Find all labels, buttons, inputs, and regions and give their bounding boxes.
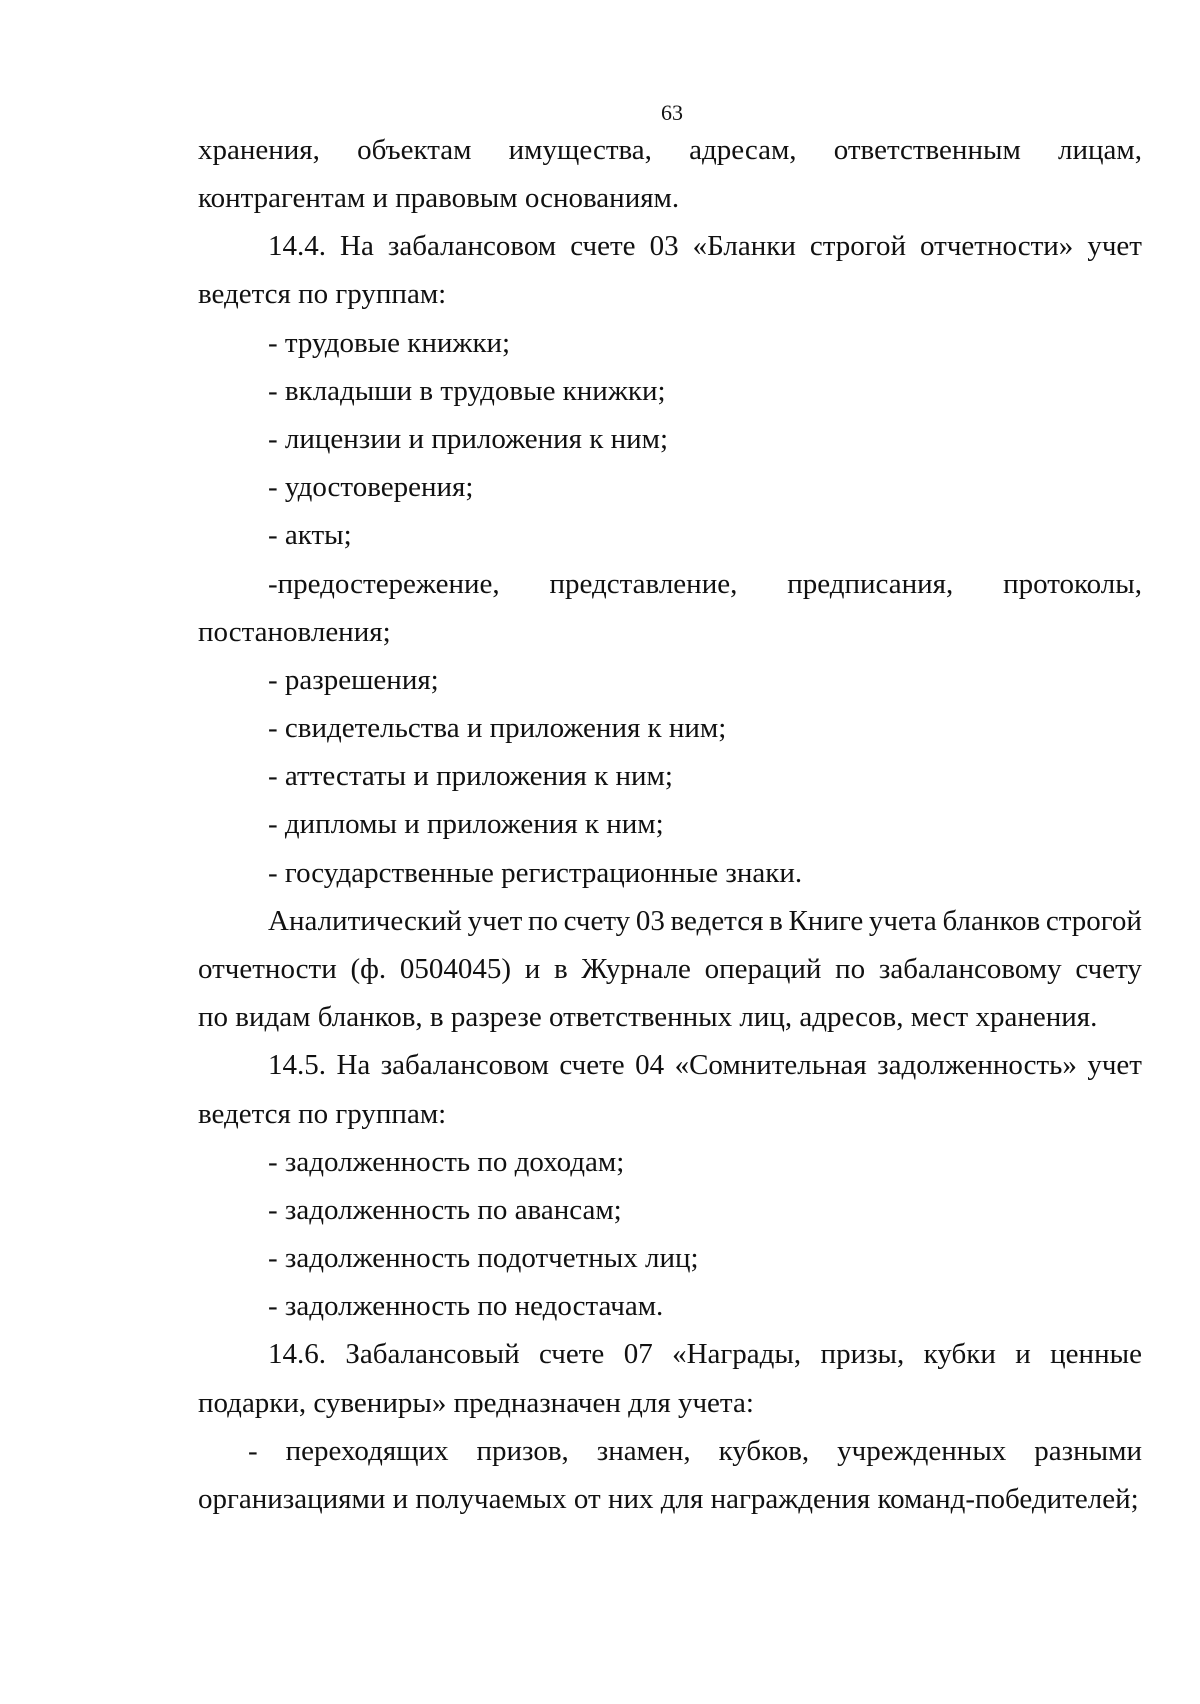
text-word: ответственным [833, 134, 1021, 166]
text-word: и [524, 953, 541, 985]
text-word: предписания, [787, 568, 954, 600]
text-word: в [553, 953, 568, 985]
text-word: призы, [820, 1338, 905, 1370]
text-word: отчетности [198, 953, 337, 985]
text-line: - дипломы и приложения к ним; [268, 808, 664, 840]
text-word: разными [1034, 1435, 1142, 1467]
text-word: счету [1075, 953, 1142, 985]
text-word: учрежденных [837, 1435, 1007, 1467]
text-line [198, 136, 1142, 165]
text-word: протоколы, [1003, 568, 1142, 600]
text-word: кубки [923, 1338, 996, 1370]
text-word: и [1015, 1338, 1031, 1370]
text-word: (ф. [350, 953, 387, 985]
text-line: - удостоверения; [268, 471, 474, 503]
text-word: лицам, [1058, 134, 1142, 166]
text-line: - задолженность по авансам; [268, 1194, 622, 1226]
text-word: забалансовом [380, 1049, 549, 1081]
text-line: - государственные регистрационные знаки. [268, 857, 803, 889]
text-word: счету [563, 905, 631, 937]
text-word: знамен, [596, 1435, 691, 1467]
text-line: ведется по группам: [198, 278, 447, 310]
text-word: «Сомнительная [674, 1049, 867, 1081]
text-word: забалансовом [387, 230, 557, 262]
text-line: - акты; [268, 519, 352, 551]
text-line: постановления; [198, 616, 391, 648]
text-line [248, 1437, 1142, 1466]
text-word: Забалансовый [345, 1338, 520, 1370]
text-word: учета [868, 905, 937, 937]
text-line: контрагентам и правовым основаниям. [198, 182, 680, 214]
text-word: адресам, [689, 134, 797, 166]
page-number: 63 [661, 100, 683, 125]
text-word: призов, [476, 1435, 569, 1467]
text-word: по [527, 905, 558, 937]
text-word: по [835, 953, 866, 985]
text-line: - свидетельства и приложения к ним; [268, 712, 727, 744]
text-word: строгой [809, 230, 906, 262]
text-line [268, 1340, 1142, 1369]
text-word: 14.4. [268, 230, 326, 262]
text-word: имущества, [508, 134, 652, 166]
text-line: - вкладыши в трудовые книжки; [268, 375, 666, 407]
text-line: - аттестаты и приложения к ним; [268, 760, 673, 792]
text-word: Аналитический [268, 905, 462, 937]
text-word: представление, [549, 568, 738, 600]
text-word: в [769, 905, 783, 937]
text-word: хранения, [198, 134, 320, 166]
text-line [268, 232, 1142, 261]
text-word: «Бланки [692, 230, 796, 262]
text-word: учет [467, 905, 523, 937]
text-word: ведется [670, 905, 764, 937]
text-line: организациями и получаемых от них для награждения команд-победителей; [198, 1483, 1139, 1515]
text-word: строгой [1045, 905, 1142, 937]
text-line: - разрешения; [268, 664, 439, 696]
text-word: счете [559, 1049, 625, 1081]
text-word: переходящих [285, 1435, 449, 1467]
text-word: «Награды, [672, 1338, 802, 1370]
text-line: - задолженность подотчетных лиц; [268, 1242, 699, 1274]
text-line: - трудовые книжки; [268, 327, 511, 359]
text-word: 14.6. [268, 1338, 326, 1370]
text-word: На [340, 230, 374, 262]
text-line [268, 1051, 1142, 1080]
text-word: 03 [635, 905, 665, 937]
text-word: 14.5. [268, 1049, 326, 1081]
text-word: учет [1087, 230, 1142, 262]
text-line [268, 570, 1142, 599]
text-line [268, 907, 1142, 936]
text-word: задолженность» [877, 1049, 1077, 1081]
text-word: Книге [788, 905, 864, 937]
text-word: бланков [942, 905, 1041, 937]
text-word: забалансовому [878, 953, 1062, 985]
text-word: счете [539, 1338, 605, 1370]
text-word: 04 [635, 1049, 665, 1081]
text-line: - задолженность по недостачам. [268, 1290, 664, 1322]
text-line: по видам бланков, в разрезе ответственных лиц, адресов, мест хранения. [198, 1001, 1098, 1033]
text-word: учет [1087, 1049, 1142, 1081]
text-word: счете [570, 230, 636, 262]
text-line: - задолженность по доходам; [268, 1146, 625, 1178]
text-word: Журнале [581, 953, 691, 985]
text-word: 03 [649, 230, 679, 262]
text-word: отчетности» [920, 230, 1074, 262]
text-line [198, 955, 1142, 984]
text-line: ведется по группам: [198, 1098, 447, 1130]
text-word: - [248, 1435, 258, 1467]
text-line: подарки, сувениры» предназначен для учета: [198, 1387, 754, 1419]
text-word: операций [704, 953, 822, 985]
text-word: -предостережение, [268, 568, 500, 600]
text-word: На [336, 1049, 371, 1081]
text-word: 07 [623, 1338, 653, 1370]
text-word: объектам [357, 134, 472, 166]
text-word: 0504045) [399, 953, 512, 985]
text-word: кубков, [718, 1435, 810, 1467]
text-line: - лицензии и приложения к ним; [268, 423, 669, 455]
text-word: ценные [1050, 1338, 1142, 1370]
